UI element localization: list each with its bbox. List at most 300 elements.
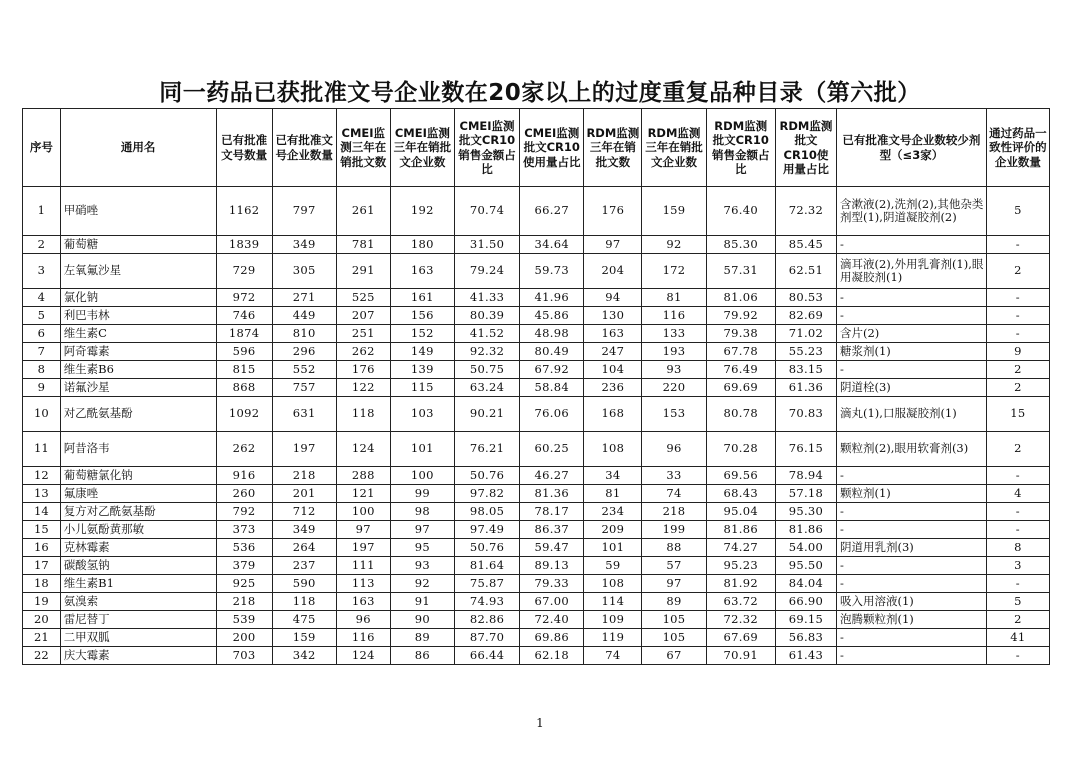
generic-name-cell: 氨溴索 — [60, 593, 216, 611]
value-cell: 83.15 — [775, 361, 836, 379]
value-cell: 349 — [272, 236, 336, 254]
value-cell: 46.27 — [520, 467, 584, 485]
value-cell: 60.25 — [520, 432, 584, 467]
value-cell: 81.06 — [706, 289, 775, 307]
value-cell: 156 — [390, 307, 454, 325]
value-cell: 97 — [642, 575, 706, 593]
value-cell: 449 — [272, 307, 336, 325]
value-cell: 69.86 — [520, 629, 584, 647]
value-cell: 72.32 — [775, 187, 836, 236]
column-header: CMEI监测三年在销批文企业数 — [390, 109, 454, 187]
generic-name-cell: 氯化钠 — [60, 289, 216, 307]
value-cell: 90 — [390, 611, 454, 629]
value-cell: 92 — [642, 236, 706, 254]
generic-name-cell: 复方对乙酰氨基酚 — [60, 503, 216, 521]
dosage-form-cell: 颗粒剂(1) — [837, 485, 987, 503]
column-header: 序号 — [23, 109, 61, 187]
row-number-cell: 22 — [23, 647, 61, 665]
row-number-cell: 15 — [23, 521, 61, 539]
value-cell: 98.05 — [454, 503, 519, 521]
value-cell: 59.47 — [520, 539, 584, 557]
row-number-cell: 12 — [23, 467, 61, 485]
value-cell: - — [986, 307, 1049, 325]
value-cell: - — [986, 325, 1049, 343]
value-cell: 168 — [584, 397, 642, 432]
value-cell: 80.78 — [706, 397, 775, 432]
dosage-form-cell: - — [837, 557, 987, 575]
column-header: RDM监测三年在销批文数 — [584, 109, 642, 187]
value-cell: 84.04 — [775, 575, 836, 593]
value-cell: 86 — [390, 647, 454, 665]
table-row — [23, 467, 1050, 485]
value-cell: 746 — [216, 307, 272, 325]
value-cell: 118 — [336, 397, 390, 432]
table-row — [23, 187, 1050, 236]
value-cell: 69.56 — [706, 467, 775, 485]
value-cell: 536 — [216, 539, 272, 557]
value-cell: 197 — [272, 432, 336, 467]
row-number-cell: 11 — [23, 432, 61, 467]
column-header: 已有批准文号数量 — [216, 109, 272, 187]
generic-name-cell: 阿昔洛韦 — [60, 432, 216, 467]
value-cell: 972 — [216, 289, 272, 307]
value-cell: 1162 — [216, 187, 272, 236]
value-cell: 95.23 — [706, 557, 775, 575]
dosage-form-cell: - — [837, 289, 987, 307]
value-cell: 108 — [584, 432, 642, 467]
value-cell: 159 — [642, 187, 706, 236]
value-cell: 80.39 — [454, 307, 519, 325]
dosage-form-cell: 含片(2) — [837, 325, 987, 343]
value-cell: 85.45 — [775, 236, 836, 254]
value-cell: 81 — [584, 485, 642, 503]
value-cell: 50.75 — [454, 361, 519, 379]
row-number-cell: 7 — [23, 343, 61, 361]
table-row — [23, 397, 1050, 432]
table-row — [23, 575, 1050, 593]
value-cell: 98 — [390, 503, 454, 521]
value-cell: 96 — [336, 611, 390, 629]
value-cell: 237 — [272, 557, 336, 575]
value-cell: 236 — [584, 379, 642, 397]
value-cell: 288 — [336, 467, 390, 485]
generic-name-cell: 二甲双胍 — [60, 629, 216, 647]
drug-catalog-table — [22, 108, 1050, 665]
column-header: 通用名 — [60, 109, 216, 187]
row-number-cell: 16 — [23, 539, 61, 557]
value-cell: 139 — [390, 361, 454, 379]
value-cell: 72.32 — [706, 611, 775, 629]
value-cell: 75.87 — [454, 575, 519, 593]
row-number-cell: 19 — [23, 593, 61, 611]
value-cell: - — [986, 236, 1049, 254]
value-cell: 89 — [642, 593, 706, 611]
value-cell: 50.76 — [454, 467, 519, 485]
value-cell: 70.28 — [706, 432, 775, 467]
dosage-form-cell: - — [837, 521, 987, 539]
value-cell: 1839 — [216, 236, 272, 254]
dosage-form-cell: - — [837, 361, 987, 379]
value-cell: 124 — [336, 647, 390, 665]
column-header: CMEI监测批文CR10销售金额占比 — [454, 109, 519, 187]
value-cell: 79.24 — [454, 254, 519, 289]
value-cell: 74 — [642, 485, 706, 503]
generic-name-cell: 维生素B6 — [60, 361, 216, 379]
value-cell: 342 — [272, 647, 336, 665]
value-cell: 868 — [216, 379, 272, 397]
value-cell: 103 — [390, 397, 454, 432]
value-cell: 209 — [584, 521, 642, 539]
value-cell: 62.18 — [520, 647, 584, 665]
value-cell: 5 — [986, 593, 1049, 611]
value-cell: 199 — [642, 521, 706, 539]
document-title: 同一药品已获批准文号企业数在20家以上的过度重复品种目录（第六批） — [159, 80, 921, 106]
value-cell: 97 — [336, 521, 390, 539]
value-cell: 291 — [336, 254, 390, 289]
value-cell: 61.36 — [775, 379, 836, 397]
value-cell: 149 — [390, 343, 454, 361]
value-cell: 525 — [336, 289, 390, 307]
row-number-cell: 21 — [23, 629, 61, 647]
value-cell: 247 — [584, 343, 642, 361]
table-row — [23, 539, 1050, 557]
value-cell: 262 — [336, 343, 390, 361]
value-cell: 91 — [390, 593, 454, 611]
table-row — [23, 289, 1050, 307]
value-cell: 67 — [642, 647, 706, 665]
value-cell: 93 — [390, 557, 454, 575]
value-cell: 74 — [584, 647, 642, 665]
value-cell: 66.27 — [520, 187, 584, 236]
value-cell: 109 — [584, 611, 642, 629]
dosage-form-cell: - — [837, 575, 987, 593]
generic-name-cell: 小儿氨酚黄那敏 — [60, 521, 216, 539]
value-cell: 74.93 — [454, 593, 519, 611]
row-number-cell: 5 — [23, 307, 61, 325]
value-cell: 79.92 — [706, 307, 775, 325]
value-cell: 2 — [986, 432, 1049, 467]
value-cell: 204 — [584, 254, 642, 289]
value-cell: 100 — [390, 467, 454, 485]
value-cell: 262 — [216, 432, 272, 467]
value-cell: 87.70 — [454, 629, 519, 647]
value-cell: 41.52 — [454, 325, 519, 343]
value-cell: 69.69 — [706, 379, 775, 397]
value-cell: 220 — [642, 379, 706, 397]
value-cell: 58.84 — [520, 379, 584, 397]
value-cell: 97 — [390, 521, 454, 539]
value-cell: 296 — [272, 343, 336, 361]
value-cell: 176 — [336, 361, 390, 379]
row-number-cell: 1 — [23, 187, 61, 236]
generic-name-cell: 克林霉素 — [60, 539, 216, 557]
dosage-form-cell: 滴丸(1),口服凝胶剂(1) — [837, 397, 987, 432]
dosage-form-cell: 阴道栓(3) — [837, 379, 987, 397]
value-cell: 90.21 — [454, 397, 519, 432]
value-cell: 93 — [642, 361, 706, 379]
row-number-cell: 17 — [23, 557, 61, 575]
value-cell: 810 — [272, 325, 336, 343]
value-cell: 89 — [390, 629, 454, 647]
value-cell: 81 — [642, 289, 706, 307]
value-cell: 163 — [390, 254, 454, 289]
column-header: RDM监测批文CR10销售金额占比 — [706, 109, 775, 187]
value-cell: 115 — [390, 379, 454, 397]
value-cell: 74.27 — [706, 539, 775, 557]
dosage-form-cell: - — [837, 467, 987, 485]
value-cell: 57.18 — [775, 485, 836, 503]
value-cell: 552 — [272, 361, 336, 379]
value-cell: 172 — [642, 254, 706, 289]
value-cell: 82.86 — [454, 611, 519, 629]
generic-name-cell: 氟康唑 — [60, 485, 216, 503]
value-cell: 61.43 — [775, 647, 836, 665]
dosage-form-cell: - — [837, 236, 987, 254]
value-cell: 81.92 — [706, 575, 775, 593]
value-cell: 81.86 — [706, 521, 775, 539]
generic-name-cell: 阿奇霉素 — [60, 343, 216, 361]
value-cell: 193 — [642, 343, 706, 361]
value-cell: - — [986, 289, 1049, 307]
value-cell: 59.73 — [520, 254, 584, 289]
value-cell: 116 — [336, 629, 390, 647]
value-cell: 116 — [642, 307, 706, 325]
value-cell: 79.38 — [706, 325, 775, 343]
value-cell: 100 — [336, 503, 390, 521]
table-row — [23, 647, 1050, 665]
value-cell: 2 — [986, 379, 1049, 397]
row-number-cell: 6 — [23, 325, 61, 343]
value-cell: 8 — [986, 539, 1049, 557]
value-cell: 76.40 — [706, 187, 775, 236]
value-cell: 59 — [584, 557, 642, 575]
table-row — [23, 593, 1050, 611]
value-cell: 88 — [642, 539, 706, 557]
page-number: 1 — [536, 716, 544, 730]
value-cell: 78.94 — [775, 467, 836, 485]
value-cell: 97.49 — [454, 521, 519, 539]
value-cell: 81.64 — [454, 557, 519, 575]
value-cell: 67.78 — [706, 343, 775, 361]
value-cell: - — [986, 575, 1049, 593]
dosage-form-cell: 泡腾颗粒剂(1) — [837, 611, 987, 629]
value-cell: 63.24 — [454, 379, 519, 397]
table-row — [23, 611, 1050, 629]
value-cell: 153 — [642, 397, 706, 432]
value-cell: 176 — [584, 187, 642, 236]
value-cell: 76.15 — [775, 432, 836, 467]
generic-name-cell: 庆大霉素 — [60, 647, 216, 665]
value-cell: 192 — [390, 187, 454, 236]
row-number-cell: 10 — [23, 397, 61, 432]
value-cell: 34.64 — [520, 236, 584, 254]
value-cell: 85.30 — [706, 236, 775, 254]
value-cell: 57.31 — [706, 254, 775, 289]
generic-name-cell: 维生素B1 — [60, 575, 216, 593]
value-cell: 50.76 — [454, 539, 519, 557]
value-cell: 3 — [986, 557, 1049, 575]
value-cell: 4 — [986, 485, 1049, 503]
value-cell: 101 — [390, 432, 454, 467]
dosage-form-cell: 吸入用溶液(1) — [837, 593, 987, 611]
value-cell: 96 — [642, 432, 706, 467]
table-row — [23, 236, 1050, 254]
value-cell: 264 — [272, 539, 336, 557]
value-cell: 92 — [390, 575, 454, 593]
generic-name-cell: 碳酸氢钠 — [60, 557, 216, 575]
value-cell: 86.37 — [520, 521, 584, 539]
table-row — [23, 521, 1050, 539]
value-cell: 925 — [216, 575, 272, 593]
dosage-form-cell: - — [837, 629, 987, 647]
value-cell: 66.90 — [775, 593, 836, 611]
value-cell: 161 — [390, 289, 454, 307]
value-cell: 69.15 — [775, 611, 836, 629]
value-cell: 67.92 — [520, 361, 584, 379]
value-cell: 48.98 — [520, 325, 584, 343]
value-cell: 97 — [584, 236, 642, 254]
value-cell: 76.21 — [454, 432, 519, 467]
dosage-form-cell: 阴道用乳剂(3) — [837, 539, 987, 557]
value-cell: 815 — [216, 361, 272, 379]
row-number-cell: 9 — [23, 379, 61, 397]
value-cell: 92.32 — [454, 343, 519, 361]
value-cell: 68.43 — [706, 485, 775, 503]
value-cell: 119 — [584, 629, 642, 647]
value-cell: 159 — [272, 629, 336, 647]
value-cell: 260 — [216, 485, 272, 503]
dosage-form-cell: - — [837, 503, 987, 521]
value-cell: 781 — [336, 236, 390, 254]
value-cell: 71.02 — [775, 325, 836, 343]
value-cell: 218 — [642, 503, 706, 521]
value-cell: 104 — [584, 361, 642, 379]
value-cell: 590 — [272, 575, 336, 593]
row-number-cell: 8 — [23, 361, 61, 379]
value-cell: 2 — [986, 254, 1049, 289]
value-cell: 72.40 — [520, 611, 584, 629]
value-cell: 379 — [216, 557, 272, 575]
value-cell: 70.91 — [706, 647, 775, 665]
row-number-cell: 14 — [23, 503, 61, 521]
row-number-cell: 13 — [23, 485, 61, 503]
value-cell: 81.36 — [520, 485, 584, 503]
value-cell: 271 — [272, 289, 336, 307]
value-cell: 2 — [986, 361, 1049, 379]
value-cell: 703 — [216, 647, 272, 665]
value-cell: 122 — [336, 379, 390, 397]
value-cell: 108 — [584, 575, 642, 593]
generic-name-cell: 甲硝唑 — [60, 187, 216, 236]
generic-name-cell: 诺氟沙星 — [60, 379, 216, 397]
value-cell: 82.69 — [775, 307, 836, 325]
value-cell: 45.86 — [520, 307, 584, 325]
value-cell: 631 — [272, 397, 336, 432]
value-cell: 251 — [336, 325, 390, 343]
value-cell: 197 — [336, 539, 390, 557]
value-cell: 305 — [272, 254, 336, 289]
value-cell: 105 — [642, 611, 706, 629]
value-cell: 56.83 — [775, 629, 836, 647]
value-cell: 41.33 — [454, 289, 519, 307]
value-cell: 152 — [390, 325, 454, 343]
column-header: 已有批准文号企业数量 — [272, 109, 336, 187]
value-cell: - — [986, 521, 1049, 539]
value-cell: 163 — [584, 325, 642, 343]
value-cell: 80.53 — [775, 289, 836, 307]
dosage-form-cell: - — [837, 647, 987, 665]
value-cell: 218 — [272, 467, 336, 485]
value-cell: 99 — [390, 485, 454, 503]
value-cell: 261 — [336, 187, 390, 236]
generic-name-cell: 左氧氟沙星 — [60, 254, 216, 289]
value-cell: 63.72 — [706, 593, 775, 611]
row-number-cell: 4 — [23, 289, 61, 307]
value-cell: 81.86 — [775, 521, 836, 539]
value-cell: 54.00 — [775, 539, 836, 557]
value-cell: 118 — [272, 593, 336, 611]
generic-name-cell: 对乙酰氨基酚 — [60, 397, 216, 432]
table-row — [23, 432, 1050, 467]
value-cell: - — [986, 467, 1049, 485]
value-cell: 15 — [986, 397, 1049, 432]
row-number-cell: 20 — [23, 611, 61, 629]
value-cell: 70.83 — [775, 397, 836, 432]
value-cell: 792 — [216, 503, 272, 521]
generic-name-cell: 葡萄糖 — [60, 236, 216, 254]
column-header: CMEI监测三年在销批文数 — [336, 109, 390, 187]
table-row — [23, 361, 1050, 379]
value-cell: 41.96 — [520, 289, 584, 307]
value-cell: 124 — [336, 432, 390, 467]
column-header: RDM监测批文CR10使用量占比 — [775, 109, 836, 187]
value-cell: 234 — [584, 503, 642, 521]
value-cell: 797 — [272, 187, 336, 236]
value-cell: 31.50 — [454, 236, 519, 254]
column-header: RDM监测三年在销批文企业数 — [642, 109, 706, 187]
value-cell: 349 — [272, 521, 336, 539]
value-cell: 34 — [584, 467, 642, 485]
value-cell: 95.50 — [775, 557, 836, 575]
value-cell: 41 — [986, 629, 1049, 647]
value-cell: 55.23 — [775, 343, 836, 361]
value-cell: 97.82 — [454, 485, 519, 503]
dosage-form-cell: 滴耳液(2),外用乳膏剂(1),眼用凝胶剂(1) — [837, 254, 987, 289]
value-cell: 79.33 — [520, 575, 584, 593]
value-cell: 76.06 — [520, 397, 584, 432]
value-cell: 201 — [272, 485, 336, 503]
value-cell: 121 — [336, 485, 390, 503]
column-header: 通过药品一致性评价的企业数量 — [986, 109, 1049, 187]
value-cell: 163 — [336, 593, 390, 611]
value-cell: - — [986, 503, 1049, 521]
table-row — [23, 503, 1050, 521]
table-row — [23, 629, 1050, 647]
value-cell: 757 — [272, 379, 336, 397]
value-cell: 2 — [986, 611, 1049, 629]
dosage-form-cell: 糖浆剂(1) — [837, 343, 987, 361]
value-cell: 1874 — [216, 325, 272, 343]
value-cell: 475 — [272, 611, 336, 629]
row-number-cell: 18 — [23, 575, 61, 593]
value-cell: 105 — [642, 629, 706, 647]
value-cell: 207 — [336, 307, 390, 325]
generic-name-cell: 雷尼替丁 — [60, 611, 216, 629]
value-cell: 130 — [584, 307, 642, 325]
dosage-form-cell: 颗粒剂(2),眼用软膏剂(3) — [837, 432, 987, 467]
value-cell: 114 — [584, 593, 642, 611]
table-row — [23, 307, 1050, 325]
